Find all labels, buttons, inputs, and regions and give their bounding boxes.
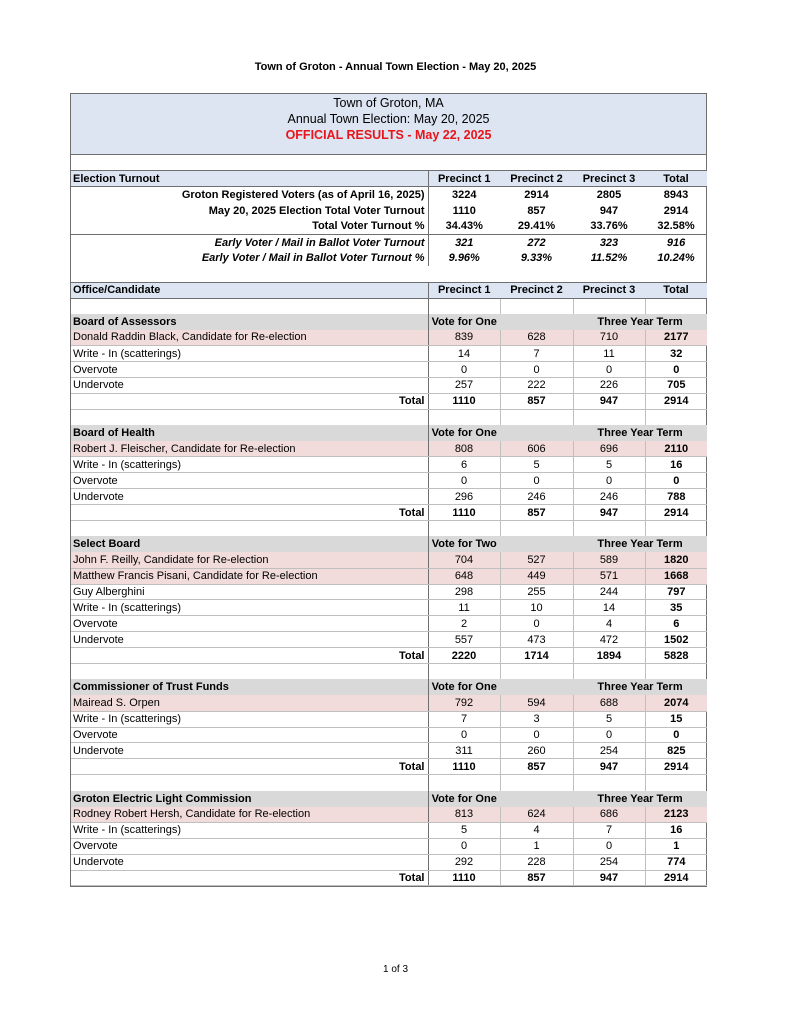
- candidate-name: Write - In (scatterings): [71, 346, 428, 362]
- total-value: 857: [500, 759, 573, 775]
- spacer-row: [71, 155, 707, 171]
- candidate-row: [71, 330, 707, 346]
- precinct-votes: 226: [573, 377, 645, 393]
- turnout-row: [71, 203, 707, 219]
- precinct-votes: 0: [428, 362, 500, 378]
- term-label: Three Year Term: [573, 679, 707, 695]
- precinct-votes: 0: [500, 362, 573, 378]
- blank-cell: [71, 409, 428, 425]
- precinct-votes: 4: [500, 822, 573, 838]
- blank-cell: [500, 679, 573, 695]
- col-header-2: Precinct 2: [500, 171, 573, 187]
- precinct-votes: 0: [428, 727, 500, 743]
- precinct-votes: 246: [573, 489, 645, 505]
- office-row: [71, 425, 707, 441]
- vote-for-label: Vote for One: [428, 425, 500, 441]
- page-footer: 1 of 3: [382, 964, 409, 975]
- precinct-votes: 257: [428, 377, 500, 393]
- turnout-row: [71, 219, 707, 235]
- precinct-votes: 473: [500, 632, 573, 648]
- total-value: 2914: [645, 870, 707, 886]
- office-name: Board of Assessors: [71, 314, 428, 330]
- col-header-4: Total: [645, 282, 707, 298]
- precinct-votes: 0: [573, 473, 645, 489]
- office-name: Commissioner of Trust Funds: [71, 679, 428, 695]
- candidate-row: [71, 473, 707, 489]
- precinct-votes: 0: [428, 473, 500, 489]
- precinct-votes: 222: [500, 377, 573, 393]
- blank-cell: [500, 536, 573, 552]
- candidate-row: [71, 457, 707, 473]
- turnout-label: Early Voter / Mail in Ballot Voter Turnout: [71, 234, 428, 250]
- blank-row: [71, 775, 707, 791]
- blank-cell: [500, 775, 573, 791]
- precinct-votes: 11: [428, 600, 500, 616]
- results-sheet: [70, 93, 707, 887]
- precinct-votes: 6: [428, 457, 500, 473]
- turnout-value: 11.52%: [590, 252, 628, 265]
- vote-for-label: Vote for One: [428, 314, 500, 330]
- total-votes: 32: [645, 346, 707, 362]
- blank-cell: [573, 520, 645, 536]
- precinct-votes: 11: [573, 346, 645, 362]
- col-header-4: Total: [645, 171, 707, 187]
- total-value: 1714: [500, 648, 573, 664]
- precinct-votes: 244: [573, 584, 645, 600]
- precinct-votes: 0: [428, 838, 500, 854]
- total-votes: 825: [645, 743, 707, 759]
- total-row: [71, 648, 707, 664]
- candidate-row: [71, 822, 707, 838]
- candidate-row: [71, 838, 707, 854]
- candidate-row: [71, 489, 707, 505]
- blank-cell: [500, 791, 573, 807]
- candidate-name: Overvote: [71, 616, 428, 632]
- precinct-votes: 648: [428, 568, 500, 584]
- precinct-votes: 0: [573, 838, 645, 854]
- turnout-value: 2914: [524, 188, 549, 201]
- blank-cell: [645, 520, 707, 536]
- precinct-votes: 5: [573, 711, 645, 727]
- candidate-name: Donald Raddin Black, Candidate for Re-election: [71, 330, 428, 346]
- col-header-3: Precinct 3: [573, 171, 645, 187]
- spacer-row: [71, 266, 707, 282]
- total-value: 857: [500, 393, 573, 409]
- turnout-value: 321: [428, 234, 500, 250]
- blank-row: [71, 664, 707, 680]
- precinct-votes: 4: [573, 616, 645, 632]
- candidate-name: John F. Reilly, Candidate for Re-election: [71, 552, 428, 568]
- blank-cell: [573, 298, 645, 314]
- turnout-value: 2914: [663, 204, 689, 217]
- candidate-name: Guy Alberghini: [71, 584, 428, 600]
- blank-cell: [645, 298, 707, 314]
- spacer-cell: [71, 155, 707, 171]
- total-value: 2220: [428, 648, 500, 664]
- office-row: [71, 679, 707, 695]
- candidate-name: Overvote: [71, 362, 428, 378]
- total-row: [71, 505, 707, 521]
- candidate-row: [71, 616, 707, 632]
- precinct-votes: 0: [500, 727, 573, 743]
- turnout-value: 947: [599, 204, 619, 217]
- candidate-name: Undervote: [71, 632, 428, 648]
- total-votes: 2074: [645, 695, 707, 711]
- total-votes: 2110: [645, 441, 707, 457]
- total-label: Total: [71, 870, 428, 886]
- office-row: [71, 536, 707, 552]
- total-votes: 1: [645, 838, 707, 854]
- turnout-header-row: [71, 171, 707, 187]
- term-label: Three Year Term: [573, 536, 707, 552]
- blank-cell: [71, 520, 428, 536]
- precinct-votes: 246: [500, 489, 573, 505]
- turnout-value: 323: [573, 234, 645, 250]
- precinct-votes: 298: [428, 584, 500, 600]
- blank-cell: [500, 298, 573, 314]
- precinct-votes: 14: [573, 600, 645, 616]
- turnout-label: Total Voter Turnout %: [71, 219, 428, 235]
- turnout-value: 9.96%: [448, 252, 480, 265]
- blank-cell: [71, 664, 428, 680]
- candidate-name: Overvote: [71, 473, 428, 489]
- precinct-votes: 808: [428, 441, 500, 457]
- candidate-name: Write - In (scatterings): [71, 457, 428, 473]
- turnout-row: [71, 187, 707, 203]
- blank-cell: [428, 298, 500, 314]
- page-title: Town of Groton - Annual Town Election - May 20, 2025: [254, 61, 537, 73]
- turnout-value: 8943: [663, 188, 689, 201]
- blank-cell: [573, 664, 645, 680]
- precinct-votes: 839: [428, 330, 500, 346]
- total-votes: 0: [645, 362, 707, 378]
- blank-cell: [428, 409, 500, 425]
- precinct-votes: 589: [573, 552, 645, 568]
- spacer-cell: [71, 266, 707, 282]
- turnout-value: 2805: [596, 188, 622, 201]
- col-header-3: Precinct 3: [573, 282, 645, 298]
- candidate-row: [71, 600, 707, 616]
- total-votes: 2177: [645, 330, 707, 346]
- vote-for-label: Vote for One: [428, 791, 500, 807]
- total-votes: 35: [645, 600, 707, 616]
- candidate-row: [71, 552, 707, 568]
- precinct-votes: 0: [573, 727, 645, 743]
- blank-cell: [428, 775, 500, 791]
- precinct-votes: 594: [500, 695, 573, 711]
- total-label: Total: [71, 648, 428, 664]
- turnout-row: [71, 250, 707, 266]
- precinct-votes: 311: [428, 743, 500, 759]
- precinct-votes: 5: [428, 822, 500, 838]
- blank-cell: [428, 520, 500, 536]
- candidate-name: Undervote: [71, 743, 428, 759]
- precinct-votes: 7: [428, 711, 500, 727]
- precinct-votes: 5: [500, 457, 573, 473]
- candidate-name: Write - In (scatterings): [71, 822, 428, 838]
- header-election: Annual Town Election: May 20, 2025: [287, 112, 490, 126]
- term-label: Three Year Term: [573, 425, 707, 441]
- turnout-value: 916: [645, 234, 707, 250]
- candidate-name: Undervote: [71, 489, 428, 505]
- turnout-heading: Election Turnout: [71, 171, 428, 187]
- candidate-name: Overvote: [71, 838, 428, 854]
- total-votes: 705: [645, 377, 707, 393]
- precinct-votes: 606: [500, 441, 573, 457]
- precinct-votes: 686: [573, 807, 645, 823]
- candidate-row: [71, 377, 707, 393]
- total-votes: 16: [645, 822, 707, 838]
- total-value: 2914: [645, 759, 707, 775]
- blank-cell: [500, 664, 573, 680]
- turnout-value: 34.43%: [445, 220, 483, 233]
- candidate-name: Mairead S. Orpen: [71, 695, 428, 711]
- blank-cell: [500, 425, 573, 441]
- precinct-votes: 3: [500, 711, 573, 727]
- turnout-value: 32.58%: [657, 220, 695, 233]
- header-town: Town of Groton, MA: [333, 96, 444, 110]
- total-votes: 15: [645, 711, 707, 727]
- blank-cell: [500, 409, 573, 425]
- blank-cell: [71, 298, 428, 314]
- total-votes: 797: [645, 584, 707, 600]
- precinct-votes: 704: [428, 552, 500, 568]
- total-row: [71, 759, 707, 775]
- office-candidate-heading: Office/Candidate: [71, 282, 428, 298]
- precinct-votes: 688: [573, 695, 645, 711]
- vote-for-label: Vote for Two: [428, 536, 500, 552]
- precinct-votes: 10: [500, 600, 573, 616]
- turnout-value: 10.24%: [657, 252, 695, 265]
- precinct-votes: 0: [573, 362, 645, 378]
- precinct-votes: 696: [573, 441, 645, 457]
- turnout-row: [71, 234, 707, 250]
- candidate-name: Overvote: [71, 727, 428, 743]
- total-votes: 16: [645, 457, 707, 473]
- precinct-votes: 254: [573, 854, 645, 870]
- office-row: [71, 791, 707, 807]
- precinct-votes: 710: [573, 330, 645, 346]
- candidate-row: [71, 346, 707, 362]
- precinct-votes: 0: [500, 473, 573, 489]
- vote-for-label: Vote for One: [428, 679, 500, 695]
- precinct-votes: 7: [500, 346, 573, 362]
- total-value: 857: [500, 870, 573, 886]
- blank-cell: [645, 775, 707, 791]
- blank-cell: [573, 409, 645, 425]
- total-votes: 6: [645, 616, 707, 632]
- office-name: Board of Health: [71, 425, 428, 441]
- blank-row: [71, 409, 707, 425]
- blank-cell: [500, 520, 573, 536]
- turnout-value: 1110: [452, 204, 476, 217]
- candidate-name: Robert J. Fleischer, Candidate for Re-election: [71, 441, 428, 457]
- precinct-votes: 449: [500, 568, 573, 584]
- results-header: [71, 94, 706, 155]
- total-value: 947: [573, 759, 645, 775]
- total-value: 1110: [428, 870, 500, 886]
- total-value: 1110: [428, 505, 500, 521]
- total-value: 857: [500, 505, 573, 521]
- turnout-value: 272: [500, 234, 573, 250]
- precinct-votes: 2: [428, 616, 500, 632]
- office-row: [71, 314, 707, 330]
- candidate-row: [71, 584, 707, 600]
- blank-row: [71, 520, 707, 536]
- term-label: Three Year Term: [573, 314, 707, 330]
- blank-cell: [645, 409, 707, 425]
- total-value: 947: [573, 870, 645, 886]
- turnout-label: Early Voter / Mail in Ballot Voter Turnout %: [71, 250, 428, 266]
- turnout-value: 29.41%: [517, 220, 556, 233]
- turnout-value: 33.76%: [590, 220, 628, 233]
- blank-row: [71, 298, 707, 314]
- candidate-row: [71, 854, 707, 870]
- total-value: 5828: [645, 648, 707, 664]
- blank-cell: [500, 314, 573, 330]
- total-votes: 788: [645, 489, 707, 505]
- term-label: Three Year Term: [573, 791, 707, 807]
- office-name: Groton Electric Light Commission: [71, 791, 428, 807]
- total-value: 1110: [428, 393, 500, 409]
- total-votes: 1668: [645, 568, 707, 584]
- precinct-votes: 5: [573, 457, 645, 473]
- candidate-row: [71, 632, 707, 648]
- total-votes: 774: [645, 854, 707, 870]
- blank-cell: [428, 664, 500, 680]
- candidate-row: [71, 568, 707, 584]
- total-value: 1894: [573, 648, 645, 664]
- precinct-votes: 792: [428, 695, 500, 711]
- precinct-votes: 624: [500, 807, 573, 823]
- office-header-row: [71, 282, 707, 298]
- total-value: 2914: [645, 393, 707, 409]
- total-row: [71, 870, 707, 886]
- total-value: 1110: [428, 759, 500, 775]
- candidate-row: [71, 441, 707, 457]
- precinct-votes: 0: [500, 616, 573, 632]
- precinct-votes: 260: [500, 743, 573, 759]
- precinct-votes: 813: [428, 807, 500, 823]
- precinct-votes: 7: [573, 822, 645, 838]
- precinct-votes: 255: [500, 584, 573, 600]
- total-label: Total: [71, 393, 428, 409]
- precinct-votes: 228: [500, 854, 573, 870]
- candidate-row: [71, 695, 707, 711]
- turnout-label: Groton Registered Voters (as of April 16, 2025): [71, 187, 428, 203]
- precinct-votes: 472: [573, 632, 645, 648]
- col-header-1: Precinct 1: [428, 171, 500, 187]
- candidate-name: Rodney Robert Hersh, Candidate for Re-election: [71, 807, 428, 823]
- blank-cell: [71, 775, 428, 791]
- total-votes: 1820: [645, 552, 707, 568]
- total-votes: 2123: [645, 807, 707, 823]
- precinct-votes: 571: [573, 568, 645, 584]
- precinct-votes: 628: [500, 330, 573, 346]
- precinct-votes: 557: [428, 632, 500, 648]
- total-value: 947: [573, 505, 645, 521]
- header-official-results: OFFICIAL RESULTS - May 22, 2025: [285, 128, 492, 142]
- total-label: Total: [71, 505, 428, 521]
- col-header-2: Precinct 2: [500, 282, 573, 298]
- col-header-1: Precinct 1: [428, 282, 500, 298]
- precinct-votes: 527: [500, 552, 573, 568]
- candidate-name: Undervote: [71, 377, 428, 393]
- results-table: [71, 155, 707, 886]
- turnout-value: 9.33%: [520, 252, 553, 265]
- candidate-row: [71, 362, 707, 378]
- candidate-row: [71, 727, 707, 743]
- precinct-votes: 292: [428, 854, 500, 870]
- total-votes: 0: [645, 473, 707, 489]
- turnout-value: 857: [527, 204, 546, 217]
- precinct-votes: 14: [428, 346, 500, 362]
- precinct-votes: 1: [500, 838, 573, 854]
- candidate-name: Write - In (scatterings): [71, 711, 428, 727]
- total-votes: 1502: [645, 632, 707, 648]
- total-votes: 0: [645, 727, 707, 743]
- total-value: 947: [573, 393, 645, 409]
- candidate-row: [71, 807, 707, 823]
- blank-cell: [645, 664, 707, 680]
- total-row: [71, 393, 707, 409]
- turnout-label: May 20, 2025 Election Total Voter Turnout: [71, 203, 428, 219]
- candidate-row: [71, 711, 707, 727]
- office-name: Select Board: [71, 536, 428, 552]
- candidate-row: [71, 743, 707, 759]
- total-label: Total: [71, 759, 428, 775]
- blank-cell: [573, 775, 645, 791]
- precinct-votes: 296: [428, 489, 500, 505]
- candidate-name: Matthew Francis Pisani, Candidate for Re-election: [71, 568, 428, 584]
- turnout-value: 3224: [452, 188, 477, 201]
- precinct-votes: 254: [573, 743, 645, 759]
- total-value: 2914: [645, 505, 707, 521]
- candidate-name: Write - In (scatterings): [71, 600, 428, 616]
- candidate-name: Undervote: [71, 854, 428, 870]
